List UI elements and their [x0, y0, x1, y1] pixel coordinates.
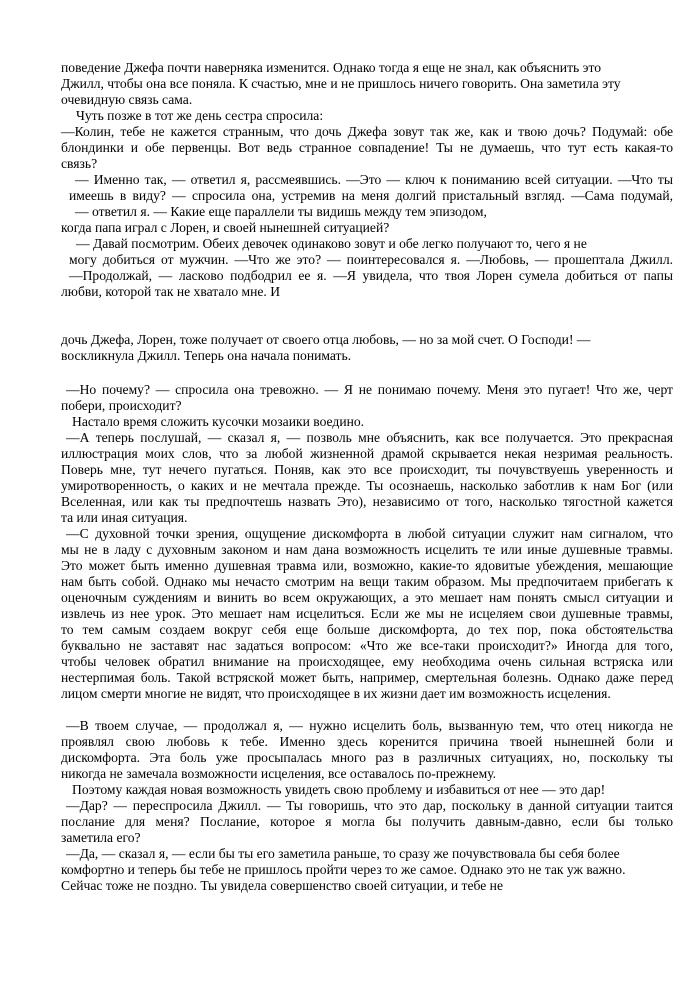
text-line: блондинки и обе первенцы. Вот ведь странное совпадение! Ты не думаешь, что тут есть какая-то [61, 140, 673, 155]
text-line: — ответил я. — Какие еще параллели ты видишь между тем эпизодом, [75, 204, 487, 219]
text-line: — Именно так, — ответил я, рассмеявшись. —Это — ключ к пониманию всей ситуации. —Что ты [75, 172, 673, 187]
text-line: —Да, — сказал я, — если бы ты его заметила раньше, то сразу же почувствовала бы себя более [66, 846, 620, 861]
text-line: — Давай посмотрим. Обеих девочек одинаково зовут и обе легко получают то, чего я не [76, 236, 587, 251]
text-line: умиротворенность, о каких и не мечтала прежде. Ты осознаешь, насколько заботлив к нам Бог (или [61, 478, 673, 493]
text-line: никогда не замечала возможности исцеления, все оставалось по-прежнему. [61, 766, 497, 781]
text-line: —Дар? — переспросила Джилл. — Ты говоришь, что это дар, поскольку в данной ситуации таится [66, 798, 673, 813]
text-line: Сейчас тоже не поздно. Ты увидела совершенство своей ситуации, и тебе не [61, 878, 503, 893]
text-line: послание для меня? Послание, которое я могла бы получить давным-давно, если бы только [61, 814, 673, 829]
text-line: —В твоем случае, — продолжал я, — нужно исцелить боль, вызванную тем, что отец никогда не [66, 718, 673, 733]
text-line: Поэтому каждая новая возможность увидеть свою проблему и избавиться от нее — это дар! [72, 782, 606, 797]
text-line: Поверь мне, тут нечего пугаться. Поняв, как это все происходит, ты почувствуешь уверенность и [61, 462, 673, 477]
text-line: комфортно и теперь бы тебе не пришлось пройти через то же самое. Однако это не так уж важно. [61, 862, 626, 877]
text-block [61, 60, 673, 894]
text-line: —С духовной точки зрения, ощущение дискомфорта в любой ситуации служит нам сигналом, что [66, 526, 673, 541]
text-line: Джилл, чтобы она все поняла. К счастью, мне и не пришлось ничего говорить. Она заметила эту [61, 76, 621, 91]
text-line: —Колин, тебе не кажется странным, что дочь Джефа зовут так же, как и твою дочь? Подумай: обе [61, 124, 673, 139]
text-line: воскликнула Джилл. Теперь она начала понимать. [61, 348, 352, 363]
text-line: заметила его? [61, 830, 141, 845]
text-line: побери, происходит? [61, 398, 182, 413]
text-line: —Но почему? — спросила она тревожно. — Я не понимаю почему. Меня это пугает! Что же, черт [66, 382, 673, 397]
text-line: —А теперь послушай, — сказал я, — позволь мне объяснить, как все получается. Это прекрасная [66, 430, 673, 445]
text-line: когда папа играл с Лорен, и своей нынешней ситуацией? [61, 220, 390, 235]
text-line: проявлял свою любовь к тебе. Именно здесь коренится причина твоей нынешней боли и [61, 734, 673, 749]
text-line: Это может быть именно душевная травма или, возможно, какие-то ядовитые убеждения, мешающие [61, 558, 673, 573]
text-line: та или иная ситуация. [61, 510, 188, 525]
text-line: любви, которой так не хватало мне. И [61, 284, 281, 299]
text-line: имеешь в виду? — спросила она, устремив на меня долгий пристальный взгляд. —Сама подумай, [69, 188, 673, 203]
text-line: мы не в ладу с духовным законом и нам дана возможность исцелить те или иные душевные травмы. [61, 542, 673, 557]
text-line: дочь Джефа, Лорен, тоже получает от своего отца любовь, — но за мой счет. О Господи! — [61, 332, 591, 347]
text-line: буквально не заставят нас задаться вопросом: «Что же все-таки происходит?» Иногда для того, [61, 638, 673, 653]
text-line: оценочным суждениям и винить во всем окружающих, а это мешает нам понять смысл ситуации и [61, 590, 673, 605]
text-line: нестерпимая боль. Такой встряской может быть, например, смертельная болезнь. Однако даже перед [61, 670, 673, 685]
text-line: —Продолжай, — ласково подбодрил ее я. —Я увидела, что твоя Лорен сумела добиться от папы [69, 268, 673, 283]
text-line: очевидную связь сама. [61, 92, 193, 107]
text-line: то тем самым создаем вокруг себя еще больше дискомфорта, до тех пор, пока обстоятельства [61, 622, 673, 637]
text-line: иллюстрация моих слов, что за любой жизненной драмой скрывается некая незримая реальность. [61, 446, 673, 461]
text-line: Чуть позже в тот же день сестра спросила: [76, 108, 324, 123]
text-line: Вселенная, или как ты предпочтешь назвать Это), независимо от того, насколько тягостной кажется [61, 494, 673, 509]
text-line: могу добиться от мужчин. —Что же это? — поинтересовался я. —Любовь, — прошептала Джилл. [69, 252, 673, 267]
text-line: чтобы человек обратил внимание на происходящее, ему необходима очень сильная встряска или [61, 654, 673, 669]
text-line: связь? [61, 156, 98, 171]
text-line: извлечь из нее урок. Это мешает нам исцелиться. Если же мы не исцеляем свои душевные травмы, [61, 606, 673, 621]
text-line: лицом смерти многие не видят, что происходящее в их жизни дает им возможность исцеления. [61, 686, 611, 701]
text-line: дискомфорта. Эта боль уже просыпалась много раз в различных ситуациях, но, поскольку ты [61, 750, 673, 765]
text-line: нам быть собой. Однако мы нечасто смотрим на вещи таким образом. Мы предпочитаем прибегать к [61, 574, 673, 589]
text-line: Настало время сложить кусочки мозаики воедино. [72, 414, 365, 429]
text-line: поведение Джефа почти наверняка изменится. Однако тогда я еще не знал, как объяснить это [61, 60, 602, 75]
